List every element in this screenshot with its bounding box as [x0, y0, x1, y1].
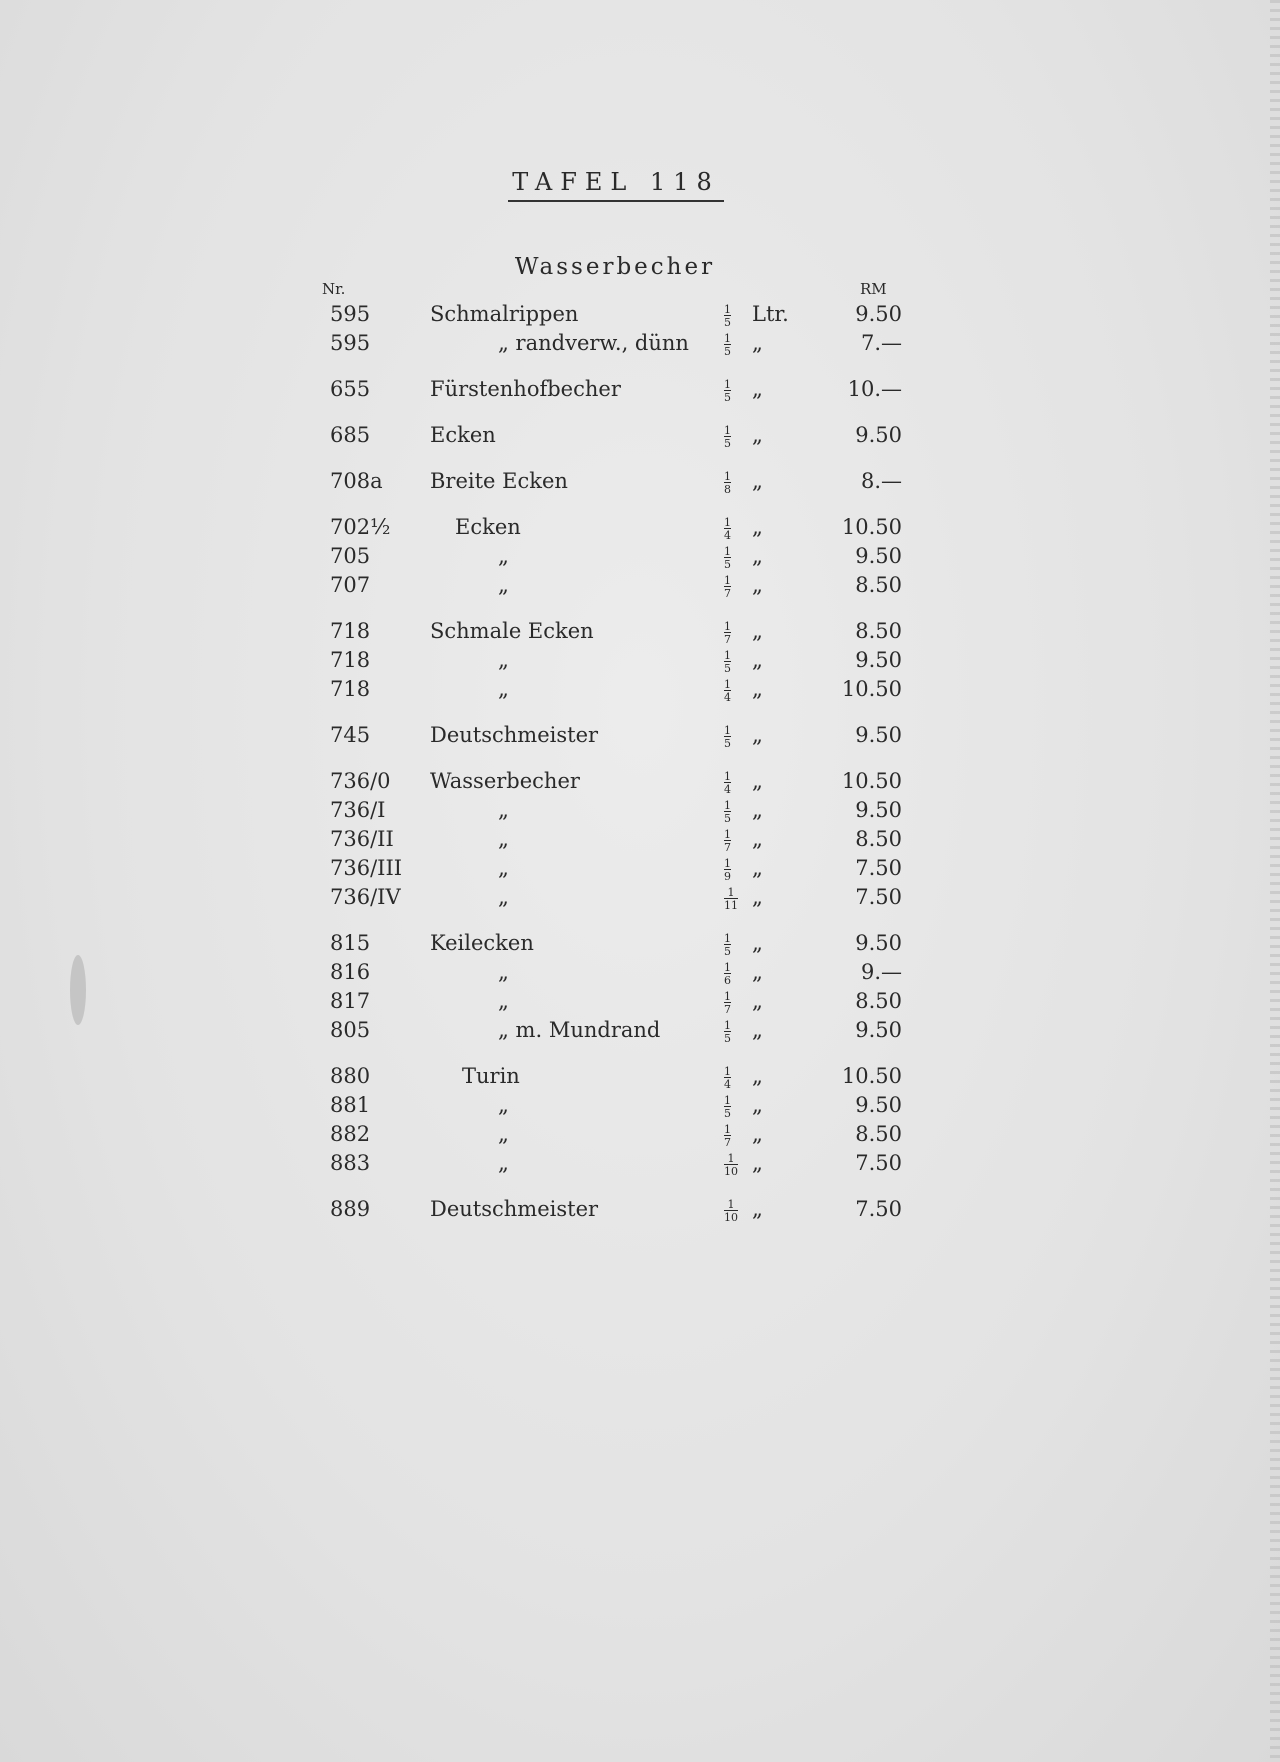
column-header-rm: RM — [860, 280, 887, 298]
volume-denominator: 7 — [724, 840, 731, 854]
volume-numerator: 1 — [724, 648, 731, 662]
volume-denominator: 4 — [724, 782, 731, 796]
item-number: 880 — [330, 1064, 371, 1088]
volume-numerator: 1 — [724, 423, 731, 437]
item-unit: „ — [752, 573, 763, 597]
volume-denominator: 5 — [724, 557, 731, 571]
table-row — [0, 825, 1280, 854]
item-volume — [724, 619, 742, 645]
item-unit: „ — [752, 827, 763, 851]
volume-numerator: 1 — [724, 1018, 731, 1032]
item-number: 718 — [330, 619, 371, 643]
item-volume — [724, 423, 742, 449]
item-number: 736/IV — [330, 885, 401, 909]
volume-numerator: 1 — [727, 1151, 735, 1165]
item-unit: „ — [752, 1018, 763, 1042]
item-number: 708a — [330, 469, 383, 493]
item-price: 10.50 — [841, 515, 902, 539]
item-volume — [724, 931, 742, 957]
item-unit: „ — [752, 377, 763, 401]
item-volume — [724, 469, 742, 495]
item-number: 745 — [330, 723, 371, 747]
item-volume — [724, 515, 742, 541]
item-name: Deutschmeister — [430, 1197, 599, 1221]
item-price: 7.— — [860, 331, 902, 355]
item-name: Schmalrippen — [430, 302, 579, 326]
volume-numerator: 1 — [724, 827, 731, 841]
item-unit: „ — [752, 989, 763, 1013]
item-number: 805 — [330, 1018, 371, 1042]
item-price: 7.50 — [855, 1197, 902, 1221]
table-row — [0, 987, 1280, 1016]
volume-denominator: 10 — [724, 1210, 738, 1224]
item-number: 883 — [330, 1151, 371, 1175]
item-name: „ randverw., dünn — [498, 331, 689, 355]
item-unit: „ — [752, 515, 763, 539]
table-row — [0, 721, 1280, 750]
volume-numerator: 1 — [724, 677, 731, 691]
item-unit: „ — [752, 1151, 763, 1175]
item-price: 10.— — [847, 377, 902, 401]
volume-denominator: 8 — [724, 482, 731, 496]
item-name: „ — [498, 798, 509, 822]
item-name: Fürstenhofbecher — [430, 377, 621, 401]
volume-numerator: 1 — [724, 989, 731, 1003]
volume-numerator: 1 — [724, 723, 731, 737]
item-number: 705 — [330, 544, 371, 568]
item-number: 595 — [330, 302, 371, 326]
table-row — [0, 854, 1280, 883]
item-name: Keilecken — [430, 931, 534, 955]
volume-denominator: 5 — [724, 1031, 731, 1045]
table-row — [0, 1149, 1280, 1178]
item-price: 7.50 — [855, 885, 902, 909]
item-volume — [724, 1151, 742, 1177]
item-name: „ — [498, 573, 509, 597]
volume-numerator: 1 — [727, 885, 735, 899]
item-name: Turin — [462, 1064, 520, 1088]
item-unit: „ — [752, 469, 763, 493]
item-price: 9.— — [860, 960, 902, 984]
item-volume — [724, 1064, 742, 1090]
table-row — [0, 421, 1280, 450]
item-price: 8.50 — [855, 989, 902, 1013]
volume-denominator: 5 — [724, 944, 731, 958]
item-number: 882 — [330, 1122, 371, 1146]
table-row — [0, 646, 1280, 675]
volume-numerator: 1 — [724, 960, 731, 974]
volume-denominator: 6 — [724, 973, 731, 987]
item-volume — [724, 798, 742, 824]
item-volume — [724, 648, 742, 674]
table-row — [0, 1016, 1280, 1045]
volume-numerator: 1 — [724, 1093, 731, 1107]
table-row — [0, 329, 1280, 358]
item-number: 685 — [330, 423, 371, 447]
item-price: 9.50 — [855, 544, 902, 568]
item-volume — [724, 769, 742, 795]
volume-numerator: 1 — [724, 544, 731, 558]
item-name: „ — [498, 1122, 509, 1146]
table-row — [0, 467, 1280, 496]
volume-denominator: 4 — [724, 690, 731, 704]
item-name: „ — [498, 544, 509, 568]
volume-denominator: 11 — [724, 898, 738, 912]
item-price: 8.— — [860, 469, 902, 493]
volume-numerator: 1 — [724, 331, 731, 345]
item-price: 8.50 — [855, 1122, 902, 1146]
item-number: 816 — [330, 960, 371, 984]
volume-numerator: 1 — [724, 377, 731, 391]
item-number: 736/0 — [330, 769, 391, 793]
volume-numerator: 1 — [724, 856, 731, 870]
item-volume — [724, 989, 742, 1015]
item-number: 707 — [330, 573, 371, 597]
item-number: 718 — [330, 648, 371, 672]
item-name: „ — [498, 677, 509, 701]
item-price: 7.50 — [855, 1151, 902, 1175]
volume-numerator: 1 — [724, 1064, 731, 1078]
table-row — [0, 675, 1280, 704]
item-volume — [724, 1093, 742, 1119]
volume-numerator: 1 — [724, 469, 731, 483]
item-volume — [724, 1122, 742, 1148]
item-unit: „ — [752, 1122, 763, 1146]
item-name: „ — [498, 827, 509, 851]
volume-numerator: 1 — [724, 1122, 731, 1136]
volume-denominator: 5 — [724, 811, 731, 825]
volume-denominator: 7 — [724, 1002, 731, 1016]
volume-denominator: 5 — [724, 390, 731, 404]
item-name: „ — [498, 648, 509, 672]
item-number: 655 — [330, 377, 371, 401]
item-number: 889 — [330, 1197, 371, 1221]
item-volume — [724, 331, 742, 357]
volume-denominator: 9 — [724, 869, 731, 883]
item-price: 10.50 — [841, 769, 902, 793]
volume-denominator: 7 — [724, 632, 731, 646]
item-price: 9.50 — [855, 1093, 902, 1117]
item-volume — [724, 723, 742, 749]
item-price: 8.50 — [855, 619, 902, 643]
table-row — [0, 796, 1280, 825]
item-number: 815 — [330, 931, 371, 955]
table-row — [0, 617, 1280, 646]
volume-denominator: 5 — [724, 315, 731, 329]
item-name: „ m. Mundrand — [498, 1018, 661, 1042]
volume-numerator: 1 — [724, 769, 731, 783]
item-number: 736/II — [330, 827, 394, 851]
item-name: „ — [498, 885, 509, 909]
item-unit: „ — [752, 648, 763, 672]
table-row — [0, 767, 1280, 796]
column-header-nr: Nr. — [322, 280, 346, 298]
item-name: Ecken — [455, 515, 521, 539]
item-unit: „ — [752, 798, 763, 822]
item-name: „ — [498, 856, 509, 880]
item-volume — [724, 1018, 742, 1044]
item-price: 9.50 — [855, 648, 902, 672]
item-price: 8.50 — [855, 827, 902, 851]
item-volume — [724, 960, 742, 986]
item-volume — [724, 677, 742, 703]
table-row — [0, 542, 1280, 571]
item-price: 9.50 — [855, 798, 902, 822]
item-price: 9.50 — [855, 302, 902, 326]
table-row — [0, 300, 1280, 329]
volume-numerator: 1 — [724, 931, 731, 945]
item-unit: „ — [752, 1093, 763, 1117]
item-volume — [724, 885, 742, 911]
item-volume — [724, 827, 742, 853]
volume-denominator: 10 — [724, 1164, 738, 1178]
item-unit: „ — [752, 723, 763, 747]
item-unit: Ltr. — [752, 302, 789, 326]
item-volume — [724, 544, 742, 570]
volume-denominator: 4 — [724, 528, 731, 542]
volume-denominator: 7 — [724, 1135, 731, 1149]
item-name: Deutschmeister — [430, 723, 599, 747]
item-price: 8.50 — [855, 573, 902, 597]
volume-numerator: 1 — [727, 1197, 735, 1211]
volume-numerator: 1 — [724, 515, 731, 529]
item-number: 718 — [330, 677, 371, 701]
item-name: „ — [498, 989, 509, 1013]
table-row — [0, 1062, 1280, 1091]
volume-denominator: 5 — [724, 736, 731, 750]
volume-denominator: 5 — [724, 344, 731, 358]
volume-numerator: 1 — [724, 302, 731, 316]
item-unit: „ — [752, 331, 763, 355]
item-price: 9.50 — [855, 423, 902, 447]
item-unit: „ — [752, 1197, 763, 1221]
item-unit: „ — [752, 856, 763, 880]
item-name: Ecken — [430, 423, 496, 447]
item-name: „ — [498, 1151, 509, 1175]
item-price: 9.50 — [855, 931, 902, 955]
item-unit: „ — [752, 960, 763, 984]
item-name: „ — [498, 960, 509, 984]
item-number: 881 — [330, 1093, 371, 1117]
volume-denominator: 4 — [724, 1077, 731, 1091]
table-row — [0, 958, 1280, 987]
item-volume — [724, 573, 742, 599]
item-name: „ — [498, 1093, 509, 1117]
item-volume — [724, 377, 742, 403]
page-title: TAFEL 118 — [508, 168, 724, 202]
item-number: 702½ — [330, 515, 391, 539]
item-number: 595 — [330, 331, 371, 355]
item-unit: „ — [752, 423, 763, 447]
volume-numerator: 1 — [724, 798, 731, 812]
item-unit: „ — [752, 1064, 763, 1088]
volume-denominator: 5 — [724, 436, 731, 450]
volume-numerator: 1 — [724, 619, 731, 633]
volume-denominator: 5 — [724, 661, 731, 675]
item-price: 7.50 — [855, 856, 902, 880]
item-unit: „ — [752, 677, 763, 701]
item-price: 9.50 — [855, 1018, 902, 1042]
item-name: Wasserbecher — [430, 769, 580, 793]
item-unit: „ — [752, 885, 763, 909]
table-row — [0, 513, 1280, 542]
table-row — [0, 375, 1280, 404]
item-name: Breite Ecken — [430, 469, 568, 493]
item-number: 817 — [330, 989, 371, 1013]
table-row — [0, 1120, 1280, 1149]
item-volume — [724, 856, 742, 882]
item-name: Schmale Ecken — [430, 619, 594, 643]
item-unit: „ — [752, 619, 763, 643]
volume-denominator: 7 — [724, 586, 731, 600]
table-row — [0, 1091, 1280, 1120]
item-volume — [724, 1197, 742, 1223]
price-list — [0, 300, 1280, 1224]
item-unit: „ — [752, 544, 763, 568]
item-unit: „ — [752, 769, 763, 793]
item-number: 736/III — [330, 856, 403, 880]
item-volume — [724, 302, 742, 328]
volume-denominator: 5 — [724, 1106, 731, 1120]
item-unit: „ — [752, 931, 763, 955]
table-row — [0, 929, 1280, 958]
item-price: 10.50 — [841, 1064, 902, 1088]
item-price: 9.50 — [855, 723, 902, 747]
item-number: 736/I — [330, 798, 386, 822]
volume-numerator: 1 — [724, 573, 731, 587]
item-price: 10.50 — [841, 677, 902, 701]
table-row — [0, 1195, 1280, 1224]
table-row — [0, 883, 1280, 912]
table-row — [0, 571, 1280, 600]
section-heading: Wasserbecher — [514, 254, 716, 280]
